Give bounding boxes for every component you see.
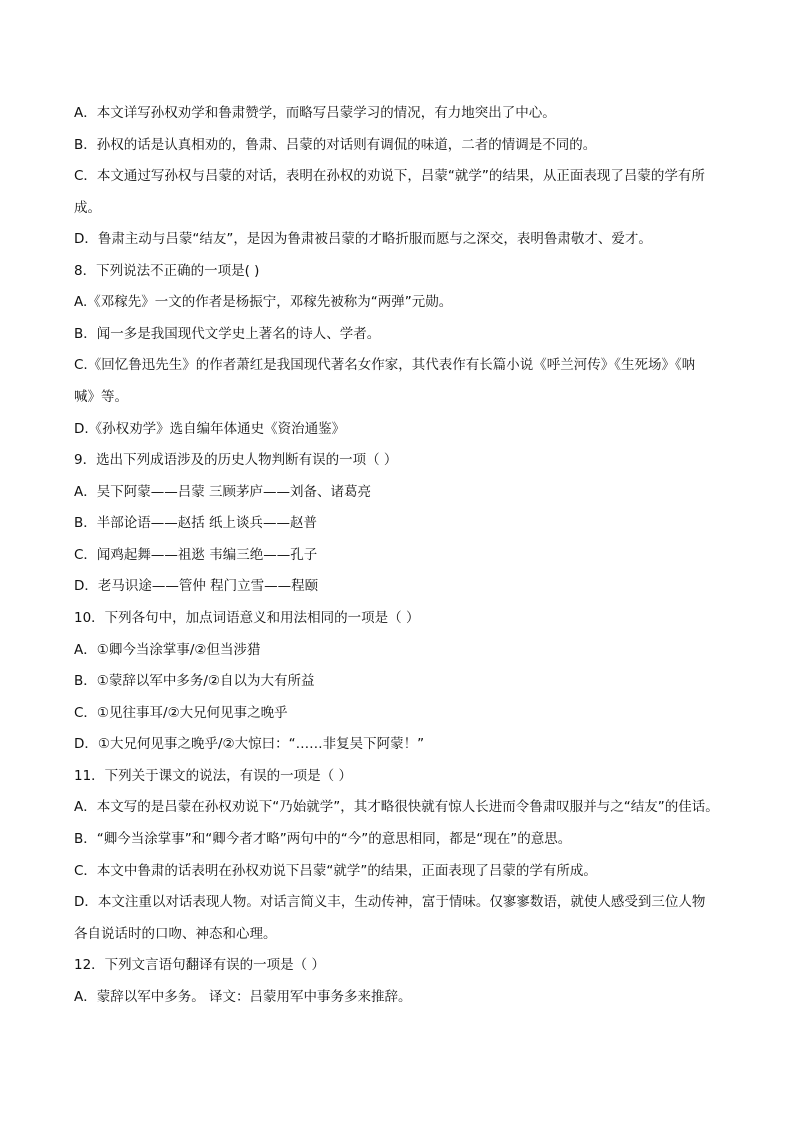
option-7c: C．本文通过写孙权与吕蒙的对话，表明在孙权的劝说下，吕蒙“就学”的结果，从正面表现了吕蒙的学有所 xyxy=(74,168,705,184)
option-10a: A．①卿今当涂掌事/②但当涉猎 xyxy=(74,642,261,658)
question-12: 12．下列文言语句翻译有误的一项是（ ） xyxy=(74,957,325,973)
question-11: 11．下列关于课文的说法，有误的一项是（ ） xyxy=(74,768,352,784)
option-9c: C．闻鸡起舞——祖逖 韦编三绝——孔子 xyxy=(74,547,318,563)
option-10b: B．①蒙辞以军中多务/②自以为大有所益 xyxy=(74,673,315,689)
question-8: 8．下列说法不正确的一项是( ) xyxy=(74,263,260,279)
option-11d-cont: 各自说话时的口吻、神态和心理。 xyxy=(74,926,277,942)
option-8d: D.《孙权劝学》选自编年体通史《资治通鉴》 xyxy=(74,421,346,437)
option-11c: C．本文中鲁肃的话表明在孙权劝说下吕蒙“就学”的结果，正面表现了吕蒙的学有所成。 xyxy=(74,863,597,879)
option-11a: A．本文写的是吕蒙在孙权劝说下“乃始就学”，其才略很快就有惊人长进而令鲁肃叹服并与之“结友”的佳话。 xyxy=(74,799,719,815)
question-9: 9．选出下列成语涉及的历史人物判断有误的一项（ ） xyxy=(74,452,398,468)
option-9a: A．吴下阿蒙——吕蒙 三顾茅庐——刘备、诸葛亮 xyxy=(74,484,372,500)
option-8b: B．闻一多是我国现代文学史上著名的诗人、学者。 xyxy=(74,326,381,342)
option-8c: C.《回忆鲁迅先生》的作者萧红是我国现代著名女作家，其代表作有长篇小说《呼兰河传》《生死场》《呐 xyxy=(74,357,696,373)
option-7c-cont: 成。 xyxy=(74,200,101,216)
option-7d: D．鲁肃主动与吕蒙“结友”，是因为鲁肃被吕蒙的才略折服而愿与之深交，表明鲁肃敬才、爱才。 xyxy=(74,231,652,247)
option-12a: A．蒙辞以军中多务。 译文：吕蒙用军中事务多来推辞。 xyxy=(74,989,412,1005)
option-9b: B．半部论语——赵括 纸上谈兵——赵普 xyxy=(74,515,318,531)
option-11d: D．本文注重以对话表现人物。对话言简义丰，生动传神，富于情味。仅寥寥数语，就使人感受到三位人物 xyxy=(74,894,706,910)
option-10c: C．①见往事耳/②大兄何见事之晚乎 xyxy=(74,705,288,721)
option-9d: D．老马识途——管仲 程门立雪——程颐 xyxy=(74,578,319,594)
option-8c-cont: 喊》等。 xyxy=(74,389,128,405)
option-10d: D．①大兄何见事之晚乎/②大惊曰：“……非复吴下阿蒙！” xyxy=(74,736,425,752)
option-11b: B．“卿今当涂掌事”和“卿今者才略”两句中的“今”的意思相同，都是“现在”的意思。 xyxy=(74,831,572,847)
option-7b: B．孙权的话是认真相劝的，鲁肃、吕蒙的对话则有调侃的味道，二者的情调是不同的。 xyxy=(74,137,597,153)
option-8a: A.《邓稼先》一文的作者是杨振宁，邓稼先被称为“两弹”元勋。 xyxy=(74,294,453,310)
question-10: 10．下列各句中，加点词语意义和用法相同的一项是（ ） xyxy=(74,610,420,626)
option-7a: A．本文详写孙权劝学和鲁肃赞学，而略写吕蒙学习的情况，有力地突出了中心。 xyxy=(74,105,556,121)
